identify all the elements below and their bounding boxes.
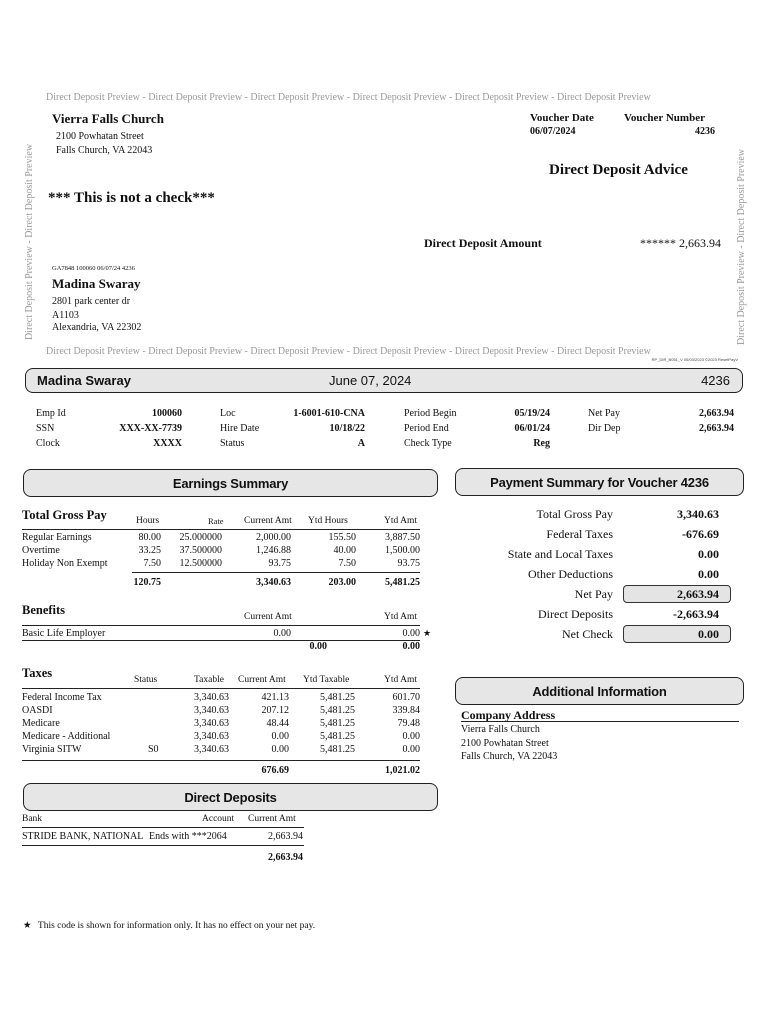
table-row	[22, 718, 442, 731]
table-row	[455, 627, 745, 645]
summary-value: 0.00	[698, 547, 719, 561]
divider	[22, 845, 304, 846]
dir-dep-label: Dir Dep	[588, 423, 621, 434]
net-pay-label: Net Pay	[588, 408, 620, 419]
dd-bank: STRIDE BANK, NATIONAL	[22, 831, 144, 842]
net-pay-value: 2,663.94	[699, 408, 734, 419]
watermark-top: Direct Deposit Preview - Direct Deposit Preview - Direct Deposit Preview - Direct Deposit Preview - Direct Deposit Preview - Direct Deposit Preview	[46, 92, 651, 103]
table-row	[22, 532, 422, 545]
dir-dep-value: 2,663.94	[699, 423, 734, 434]
taxes-total-ytd-amt: 1,021.02	[385, 765, 420, 776]
employee-code-line: GA7848 100060 06/07/24 4236	[52, 265, 135, 272]
tax-status: S0	[148, 744, 159, 755]
watermark-right: Direct Deposit Preview - Direct Deposit Preview	[736, 148, 747, 345]
status-label: Status	[220, 438, 245, 449]
summary-label: Net Pay	[574, 587, 613, 601]
summary-label: Direct Deposits	[538, 607, 613, 621]
tax-ytd-amt: 339.84	[392, 705, 420, 716]
taxes-table	[22, 673, 442, 783]
taxes-header-ytd-amt: Ytd Amt	[384, 675, 417, 685]
employee-banner	[25, 368, 743, 393]
earnings-total-current: 3,340.63	[256, 577, 291, 588]
employee-name: Madina Swaray	[52, 276, 141, 291]
earning-rate: 37.500000	[179, 545, 222, 556]
earning-hours: 7.50	[143, 558, 161, 569]
benefit-ytd: 0.00	[402, 628, 420, 639]
benefits-total-current: 0.00	[309, 641, 327, 652]
summary-value: -676.69	[682, 527, 719, 541]
earnings-header-current: Current Amt	[244, 516, 292, 526]
summary-label: Total Gross Pay	[536, 507, 613, 521]
ssn-label: SSN	[36, 423, 55, 434]
form-code: RP_DIR_B051_V 05/03/2023 ©2023 ResetPayV	[651, 357, 738, 362]
dd-header-bank: Bank	[22, 814, 43, 824]
benefits-totals	[22, 641, 442, 654]
earning-name: Regular Earnings	[22, 532, 92, 543]
tax-ytd-amt: 0.00	[402, 744, 420, 755]
earning-hours: 80.00	[138, 532, 161, 543]
table-row	[22, 744, 442, 757]
period-end-value: 06/01/24	[514, 423, 550, 434]
voucher-number-label: Voucher Number	[624, 112, 705, 124]
footnote-text: This code is shown for information only. It has no effect on your net pay.	[37, 921, 316, 931]
additional-info-header	[455, 677, 744, 705]
earnings-header-rate: Rate	[208, 516, 224, 526]
table-row	[455, 587, 745, 605]
tax-name: Medicare - Additional	[22, 731, 111, 742]
taxes-title: Taxes	[22, 666, 53, 680]
benefits-header-ytd: Ytd Amt	[384, 612, 417, 622]
voucher-number: 4236	[695, 126, 715, 137]
company-address-1: 2100 Powhatan Street	[56, 131, 144, 142]
earning-ytd-amt: 3,887.50	[385, 532, 420, 543]
tax-taxable: 3,340.63	[194, 718, 229, 729]
earnings-summary-header	[23, 469, 438, 497]
dd-header-current: Current Amt	[248, 814, 296, 824]
earning-hours: 33.25	[138, 545, 161, 556]
summary-value: 0.00	[698, 627, 719, 641]
tax-ytd-taxable: 5,481.25	[320, 744, 355, 755]
tax-ytd-amt: 0.00	[402, 731, 420, 742]
table-row	[455, 547, 745, 565]
tax-ytd-taxable: 5,481.25	[320, 692, 355, 703]
tax-ytd-taxable: 5,481.25	[320, 705, 355, 716]
company-address-label: Company Address	[461, 708, 556, 722]
earning-ytd-hours: 40.00	[333, 545, 356, 556]
voucher-date: 06/07/2024	[530, 126, 576, 137]
summary-value: 0.00	[698, 567, 719, 581]
dd-total: 2,663.94	[268, 852, 303, 863]
taxes-header-status: Status	[134, 675, 158, 685]
star-icon: ★	[423, 628, 432, 638]
direct-deposits-table	[22, 812, 442, 872]
table-row	[22, 692, 442, 705]
payment-summary-header	[455, 468, 744, 496]
tax-taxable: 3,340.63	[194, 705, 229, 716]
divider	[461, 721, 739, 722]
summary-label: Net Check	[562, 627, 613, 641]
summary-value: 3,340.63	[677, 507, 719, 521]
benefit-name: Basic Life Employer	[22, 628, 106, 639]
tax-name: Medicare	[22, 718, 60, 729]
loc-value: 1-6001-610-CNA	[293, 408, 365, 419]
period-begin-label: Period Begin	[404, 408, 457, 419]
earning-ytd-amt: 1,500.00	[385, 545, 420, 556]
deposit-amount-label: Direct Deposit Amount	[424, 236, 542, 250]
clock-value: XXXX	[153, 438, 182, 449]
emp-id-label: Emp Id	[36, 408, 66, 419]
emp-id-value: 100060	[152, 408, 182, 419]
footnote	[23, 920, 315, 931]
earning-name: Holiday Non Exempt	[22, 558, 108, 569]
hire-date-value: 10/18/22	[329, 423, 365, 434]
earnings-header-ytd-amt: Ytd Amt	[384, 516, 417, 526]
table-row	[22, 705, 442, 718]
taxes-totals	[22, 765, 442, 778]
taxes-total-current: 676.69	[261, 765, 289, 776]
check-type-label: Check Type	[404, 438, 452, 449]
direct-deposits-header	[23, 783, 438, 811]
taxes-header-current: Current Amt	[238, 675, 286, 685]
tax-current: 0.00	[271, 744, 289, 755]
total-gross-pay-title: Total Gross Pay	[22, 508, 107, 522]
banner-date: June 07, 2024	[329, 373, 412, 388]
taxes-header-taxable: Taxable	[194, 675, 224, 685]
earnings-summary-title: Earnings Summary	[172, 475, 289, 491]
earning-current: 2,000.00	[256, 532, 291, 543]
earnings-total-ytd-hours: 203.00	[328, 577, 356, 588]
benefits-table	[22, 610, 442, 660]
table-row	[455, 507, 745, 525]
table-row	[455, 567, 745, 585]
dd-header-account: Account	[202, 814, 235, 824]
summary-label: Other Deductions	[528, 567, 613, 581]
earnings-total-ytd-amt: 5,481.25	[385, 577, 420, 588]
divider	[22, 625, 420, 626]
additional-line-3: Falls Church, VA 22043	[461, 751, 558, 762]
company-name: Vierra Falls Church	[52, 111, 164, 126]
earning-rate: 25.000000	[179, 532, 222, 543]
earning-ytd-amt: 93.75	[397, 558, 420, 569]
dd-account: Ends with ***2064	[149, 831, 227, 842]
payment-summary-table	[455, 505, 745, 645]
earning-rate: 12.500000	[179, 558, 222, 569]
benefits-total-ytd: 0.00	[402, 641, 420, 652]
tax-taxable: 3,340.63	[194, 731, 229, 742]
earning-current: 93.75	[268, 558, 291, 569]
tax-current: 48.44	[266, 718, 289, 729]
check-type-value: Reg	[533, 438, 550, 449]
period-end-label: Period End	[404, 423, 449, 434]
status-value: A	[357, 438, 365, 449]
tax-ytd-taxable: 5,481.25	[320, 718, 355, 729]
tax-ytd-amt: 79.48	[397, 718, 420, 729]
earning-ytd-hours: 155.50	[328, 532, 356, 543]
taxes-header-ytd-taxable: Ytd Taxable	[303, 675, 350, 685]
voucher-date-label: Voucher Date	[530, 112, 594, 124]
direct-deposits-title: Direct Deposits	[184, 789, 277, 805]
period-begin-value: 05/19/24	[514, 408, 550, 419]
divider	[22, 760, 420, 761]
tax-name: OASDI	[22, 705, 53, 716]
loc-label: Loc	[220, 408, 236, 419]
earnings-header-ytd-hours: Ytd Hours	[308, 516, 348, 526]
watermark-left: Direct Deposit Preview - Direct Deposit Preview	[24, 143, 35, 340]
table-row	[455, 527, 745, 545]
summary-label: State and Local Taxes	[507, 547, 613, 561]
earning-name: Overtime	[22, 545, 60, 556]
benefits-title: Benefits	[22, 603, 66, 617]
earning-current: 1,246.88	[256, 545, 291, 556]
tax-name: Federal Income Tax	[22, 692, 102, 703]
dd-total-row	[22, 852, 442, 865]
hire-date-label: Hire Date	[220, 423, 260, 434]
additional-line-2: 2100 Powhatan Street	[461, 738, 549, 749]
tax-current: 0.00	[271, 731, 289, 742]
earnings-totals	[22, 577, 422, 590]
tax-ytd-amt: 601.70	[392, 692, 420, 703]
benefit-current: 0.00	[273, 628, 291, 639]
table-row	[22, 731, 442, 744]
company-address-2: Falls Church, VA 22043	[56, 145, 153, 156]
summary-value: -2,663.94	[673, 607, 719, 621]
watermark-bottom: Direct Deposit Preview - Direct Deposit Preview - Direct Deposit Preview - Direct Deposit Preview - Direct Deposit Preview - Direct Deposit Preview	[46, 346, 651, 357]
divider	[132, 572, 420, 573]
employee-address-3: Alexandria, VA 22302	[52, 322, 142, 333]
payment-summary-title: Payment Summary for Voucher 4236	[490, 474, 709, 490]
earnings-total-hours: 120.75	[133, 577, 161, 588]
tax-current: 421.13	[261, 692, 289, 703]
table-row	[22, 831, 442, 844]
advice-title: Direct Deposit Advice	[549, 162, 688, 178]
tax-name: Virginia SITW	[22, 744, 82, 755]
star-icon: ★	[23, 921, 32, 931]
tax-current: 207.12	[261, 705, 289, 716]
benefits-header-current: Current Amt	[244, 612, 292, 622]
deposit-amount-value: ****** 2,663.94	[640, 236, 721, 250]
earning-ytd-hours: 7.50	[338, 558, 356, 569]
table-row	[22, 545, 422, 558]
earnings-header-hours: Hours	[136, 516, 160, 526]
tax-taxable: 3,340.63	[194, 692, 229, 703]
additional-info-title: Additional Information	[532, 683, 667, 699]
earnings-table	[22, 513, 422, 613]
divider	[22, 529, 420, 530]
ssn-value: XXX-XX-7739	[119, 423, 182, 434]
divider	[22, 688, 420, 689]
employee-address-1: 2801 park center dr	[52, 296, 131, 307]
banner-name: Madina Swaray	[37, 373, 131, 388]
table-row	[455, 607, 745, 625]
additional-line-1: Vierra Falls Church	[461, 724, 540, 735]
tax-ytd-taxable: 5,481.25	[320, 731, 355, 742]
table-row	[22, 558, 422, 571]
banner-number: 4236	[701, 373, 730, 388]
not-a-check: *** This is not a check***	[48, 190, 215, 206]
tax-taxable: 3,340.63	[194, 744, 229, 755]
summary-label: Federal Taxes	[546, 527, 613, 541]
clock-label: Clock	[36, 438, 60, 449]
dd-current: 2,663.94	[268, 831, 303, 842]
divider	[22, 827, 304, 828]
employee-address-2: A1103	[52, 310, 79, 321]
summary-value: 2,663.94	[677, 587, 719, 601]
